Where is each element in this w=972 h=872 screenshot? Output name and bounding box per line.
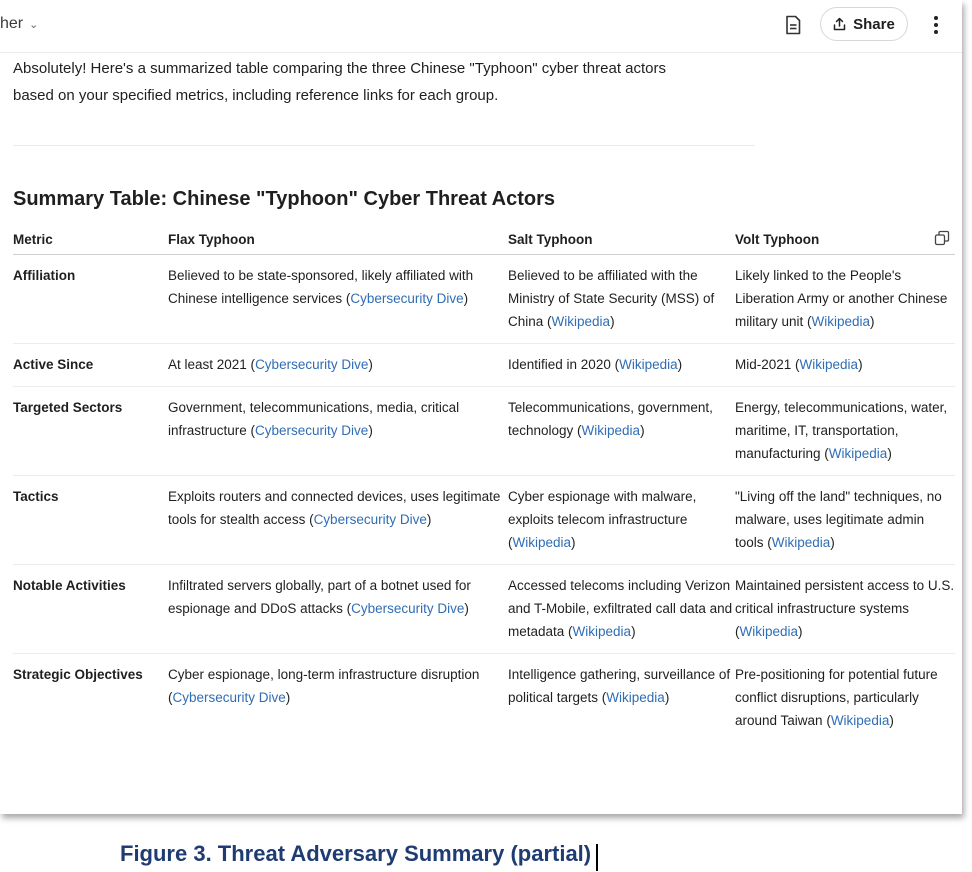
cell-text: Believed to be state-sponsored, likely affiliated with Chinese intelligence services ( (168, 268, 474, 306)
salt-typhoon-cell (508, 344, 735, 387)
reference-link[interactable]: Wikipedia (551, 314, 611, 329)
share-button[interactable] (820, 7, 908, 41)
cell-text: Cyber espionage, long-term infrastructure disruption ( (168, 667, 480, 705)
reference-link[interactable]: Wikipedia (771, 535, 831, 550)
cell-text: Believed to be affiliated with the Ministry of State Security (MSS) of China ( (508, 268, 715, 329)
reference-link[interactable]: Cybersecurity Dive (172, 690, 286, 705)
cell-text-end: ) (887, 446, 892, 461)
cell-text-end: ) (640, 423, 645, 438)
summary-table (13, 224, 955, 742)
column-header: Metric (13, 224, 168, 255)
cell-text-end: ) (664, 690, 670, 705)
share-upload-icon (833, 17, 846, 31)
flax-typhoon-cell (168, 344, 508, 387)
salt-typhoon-cell (508, 476, 735, 565)
metric-cell: Affiliation (13, 255, 168, 344)
flax-typhoon-cell (168, 565, 508, 654)
cell-text: Pre-positioning for potential future conflict disruptions, particularly around Taiwan ( (735, 667, 938, 728)
salt-typhoon-cell (508, 387, 735, 476)
salt-typhoon-cell (508, 654, 735, 743)
salt-typhoon-cell (508, 255, 735, 344)
reference-link[interactable]: Wikipedia (739, 624, 799, 639)
top-bar (0, 0, 962, 53)
cell-text-end: ) (870, 314, 875, 329)
column-header: Volt Typhoon (735, 224, 955, 255)
cell-text: Exploits routers and connected devices, uses legitimate tools for stealth access ( (168, 489, 501, 527)
table-row (13, 476, 955, 565)
volt-typhoon-cell (735, 476, 955, 565)
intro-line-1: Absolutely! Here's a summarized table comparing the three Chinese "Typhoon" cyber threat actors (13, 60, 667, 77)
cell-text-end: ) (798, 624, 803, 639)
cell-text: Cyber espionage with malware, exploits telecom infrastructure ( (508, 489, 697, 550)
text-cursor (596, 844, 598, 871)
reference-link[interactable]: Wikipedia (828, 446, 888, 461)
salt-typhoon-cell (508, 565, 735, 654)
volt-typhoon-cell (735, 255, 955, 344)
reference-link[interactable]: Wikipedia (830, 713, 890, 728)
reference-link[interactable]: Wikipedia (512, 535, 572, 550)
cell-text: "Living off the land" techniques, no malware, uses legitimate admin tools ( (735, 489, 942, 550)
divider (13, 145, 755, 146)
flax-typhoon-cell (168, 255, 508, 344)
cell-text: Accessed telecoms including Verizon and T-Mobile, exfiltrated call data and metadata ( (508, 578, 733, 639)
cell-text: Energy, telecommunications, water, maritime, IT, transportation, manufacturing ( (735, 400, 948, 461)
table-title: Summary Table: Chinese "Typhoon" Cyber Threat Actors (13, 188, 556, 210)
volt-typhoon-cell (735, 344, 955, 387)
cell-text-end: ) (285, 690, 291, 705)
metric-cell: Notable Activities (13, 565, 168, 654)
cell-text: Likely linked to the People's Liberation Army or another Chinese military unit ( (735, 268, 948, 329)
reference-link[interactable]: Cybersecurity Dive (313, 512, 427, 527)
flax-typhoon-cell (168, 476, 508, 565)
reference-link[interactable]: Wikipedia (581, 423, 641, 438)
cell-text: Telecommunications, government, technology ( (508, 400, 713, 438)
cell-text-end: ) (889, 713, 894, 728)
volt-typhoon-cell (735, 565, 955, 654)
cell-text: Identified in 2020 ( (508, 357, 620, 372)
column-header: Salt Typhoon (508, 224, 735, 255)
cell-text-end: ) (571, 535, 576, 550)
reference-link[interactable]: Wikipedia (799, 357, 859, 372)
cell-text: Infiltrated servers globally, part of a botnet used for espionage and DDoS attacks ( (168, 578, 471, 616)
table-row (13, 344, 955, 387)
model-selector[interactable] (0, 15, 38, 33)
metric-cell: Strategic Objectives (13, 667, 143, 682)
flax-typhoon-cell (168, 654, 508, 743)
table-row (13, 387, 955, 476)
table-row (13, 255, 955, 344)
figure-caption: Figure 3. Threat Adversary Summary (partial) (120, 841, 592, 866)
reference-link[interactable]: Wikipedia (619, 357, 678, 372)
cell-text-end: ) (368, 423, 373, 438)
cell-text: Government, telecommunications, media, critical infrastructure ( (168, 400, 460, 438)
reference-link[interactable]: Cybersecurity Dive (255, 357, 369, 372)
chevron-down-icon: ⌄ (29, 19, 39, 31)
table-row (13, 654, 955, 743)
cell-text-end: ) (677, 357, 683, 372)
column-header: Flax Typhoon (168, 224, 508, 255)
reference-link[interactable]: Wikipedia (572, 624, 632, 639)
cell-text: Maintained persistent access to U.S. critical infrastructure systems ( (735, 578, 955, 639)
cell-text-end: ) (858, 357, 863, 372)
metric-cell: Active Since (13, 344, 168, 387)
cell-text-end: ) (426, 512, 432, 527)
cell-text: At least 2021 ( (168, 357, 256, 372)
metric-cell: Tactics (13, 476, 168, 565)
cell-text-end: ) (463, 291, 469, 306)
reference-link[interactable]: Cybersecurity Dive (351, 601, 465, 616)
cell-text: Intelligence gathering, surveillance of political targets ( (508, 667, 731, 705)
cell-text-end: ) (464, 601, 469, 616)
metric-cell: Targeted Sectors (13, 387, 168, 476)
intro-line-2: based on your specified metrics, including reference links for each group. (13, 87, 499, 104)
reference-link[interactable]: Wikipedia (606, 690, 665, 705)
assistant-intro-text (13, 55, 773, 109)
document-icon[interactable] (782, 14, 804, 36)
more-vertical-icon[interactable] (928, 12, 944, 38)
cell-text-end: ) (631, 624, 636, 639)
cell-text-end: ) (610, 314, 615, 329)
flax-typhoon-cell (168, 387, 508, 476)
table-row (13, 565, 955, 654)
cell-text: Mid-2021 ( (735, 357, 800, 372)
reference-link[interactable]: Wikipedia (811, 314, 871, 329)
cell-text-end: ) (368, 357, 373, 372)
volt-typhoon-cell (735, 387, 955, 476)
cell-text-end: ) (830, 535, 835, 550)
share-button-label: Share (853, 15, 895, 33)
volt-typhoon-cell (735, 654, 955, 743)
reference-link[interactable]: Cybersecurity Dive (255, 423, 369, 438)
model-name-label: her (0, 15, 24, 32)
reference-link[interactable]: Cybersecurity Dive (350, 291, 464, 306)
table-header-row (13, 224, 955, 255)
